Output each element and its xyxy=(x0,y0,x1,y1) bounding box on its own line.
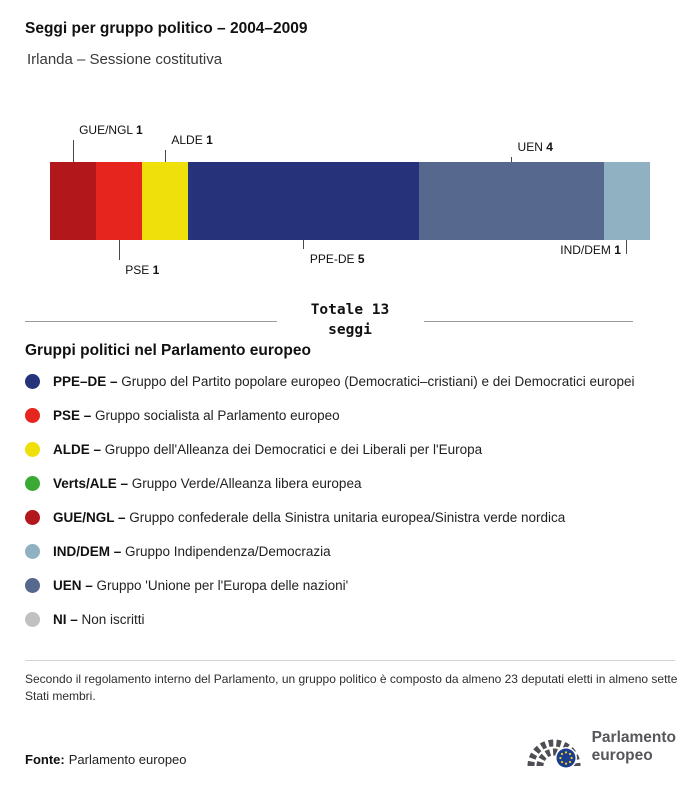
legend-item-ni xyxy=(25,602,690,636)
bar-label-alde: ALDE 1 xyxy=(171,133,213,147)
legend-color-dot xyxy=(25,374,40,389)
legend-item-alde xyxy=(25,432,690,466)
seat-bar xyxy=(50,162,650,240)
legend-label: ALDE – Gruppo dell'Alleanza dei Democratici e dei Liberali per l'Europa xyxy=(53,441,483,457)
legend-label: PPE–DE – Gruppo del Partito popolare europeo (Democratici–cristiani) e dei Democratici europei xyxy=(53,373,635,389)
page-title: Seggi per gruppo politico – 2004–2009 xyxy=(25,20,308,37)
legend-color-dot xyxy=(25,612,40,627)
footnote-divider xyxy=(25,660,675,661)
bar-segment-uen[interactable] xyxy=(419,162,604,240)
bar-label-uen: UEN 4 xyxy=(517,140,553,154)
legend-color-dot xyxy=(25,442,40,457)
ep-logo-wordmark xyxy=(592,729,676,765)
chart-area xyxy=(0,0,700,338)
legend-label: IND/DEM – Gruppo Indipendenza/Democrazia xyxy=(53,543,331,559)
ep-logo xyxy=(525,724,676,770)
legend-color-dot xyxy=(25,544,40,559)
bar-segment-gue-ngl[interactable] xyxy=(50,162,96,240)
bar-label-gue-ngl: GUE/NGL 1 xyxy=(79,123,143,137)
bar-tick-ppe-de xyxy=(303,240,304,249)
legend-color-dot xyxy=(25,408,40,423)
bar-tick-gue-ngl xyxy=(73,140,74,162)
legend-item-verts-ale xyxy=(25,466,690,500)
total-label: Totale 13 xyxy=(310,302,390,318)
footnote: Secondo il regolamento interno del Parlamento, un gruppo politico è composto da almeno 23 deputati eletti in almeno sette Stati membri. xyxy=(25,672,678,703)
legend-label: UEN – Gruppo 'Unione per l'Europa delle nazioni' xyxy=(53,577,349,593)
bar-tick-uen xyxy=(511,157,512,162)
bar-tick-pse xyxy=(119,240,120,260)
legend-item-pse xyxy=(25,398,690,432)
legend-label: GUE/NGL – Gruppo confederale della Sinistra unitaria europea/Sinistra verde nordica xyxy=(53,509,566,525)
legend-item-ind-dem xyxy=(25,534,690,568)
bar-segment-ind-dem[interactable] xyxy=(604,162,650,240)
legend-item-gue-ngl xyxy=(25,500,690,534)
legend-title: Gruppi politici nel Parlamento europeo xyxy=(25,342,311,359)
legend-color-dot xyxy=(25,510,40,525)
legend-label: PSE – Gruppo socialista al Parlamento europeo xyxy=(53,407,340,423)
ep-logo-icon xyxy=(525,724,583,770)
page-subtitle: Irlanda – Sessione costitutiva xyxy=(27,51,223,68)
source-text: Parlamento europeo xyxy=(68,752,187,767)
legend-label: Verts/ALE – Gruppo Verde/Alleanza libera europea xyxy=(53,475,362,491)
legend-item-uen xyxy=(25,568,690,602)
bar-tick-alde xyxy=(165,150,166,162)
total-sublabel: seggi xyxy=(328,322,372,338)
bar-segment-alde[interactable] xyxy=(142,162,188,240)
legend-label: NI – Non iscritti xyxy=(53,611,145,627)
legend-item-ppe-de xyxy=(25,364,690,398)
source-label: Fonte: xyxy=(25,752,65,767)
bar-segment-ppe-de[interactable] xyxy=(188,162,419,240)
ep-logo-line1: Parlamento xyxy=(591,729,676,746)
bar-segment-pse[interactable] xyxy=(96,162,142,240)
legend-color-dot xyxy=(25,476,40,491)
legend-list xyxy=(25,364,690,636)
bar-tick-ind-dem xyxy=(626,240,627,254)
ep-logo-line2: europeo xyxy=(591,747,653,764)
bar-label-pse: PSE 1 xyxy=(125,263,160,277)
legend-color-dot xyxy=(25,578,40,593)
bar-label-ppe-de: PPE-DE 5 xyxy=(309,252,365,266)
bar-label-ind-dem: IND/DEM 1 xyxy=(560,243,621,257)
source xyxy=(25,752,187,767)
